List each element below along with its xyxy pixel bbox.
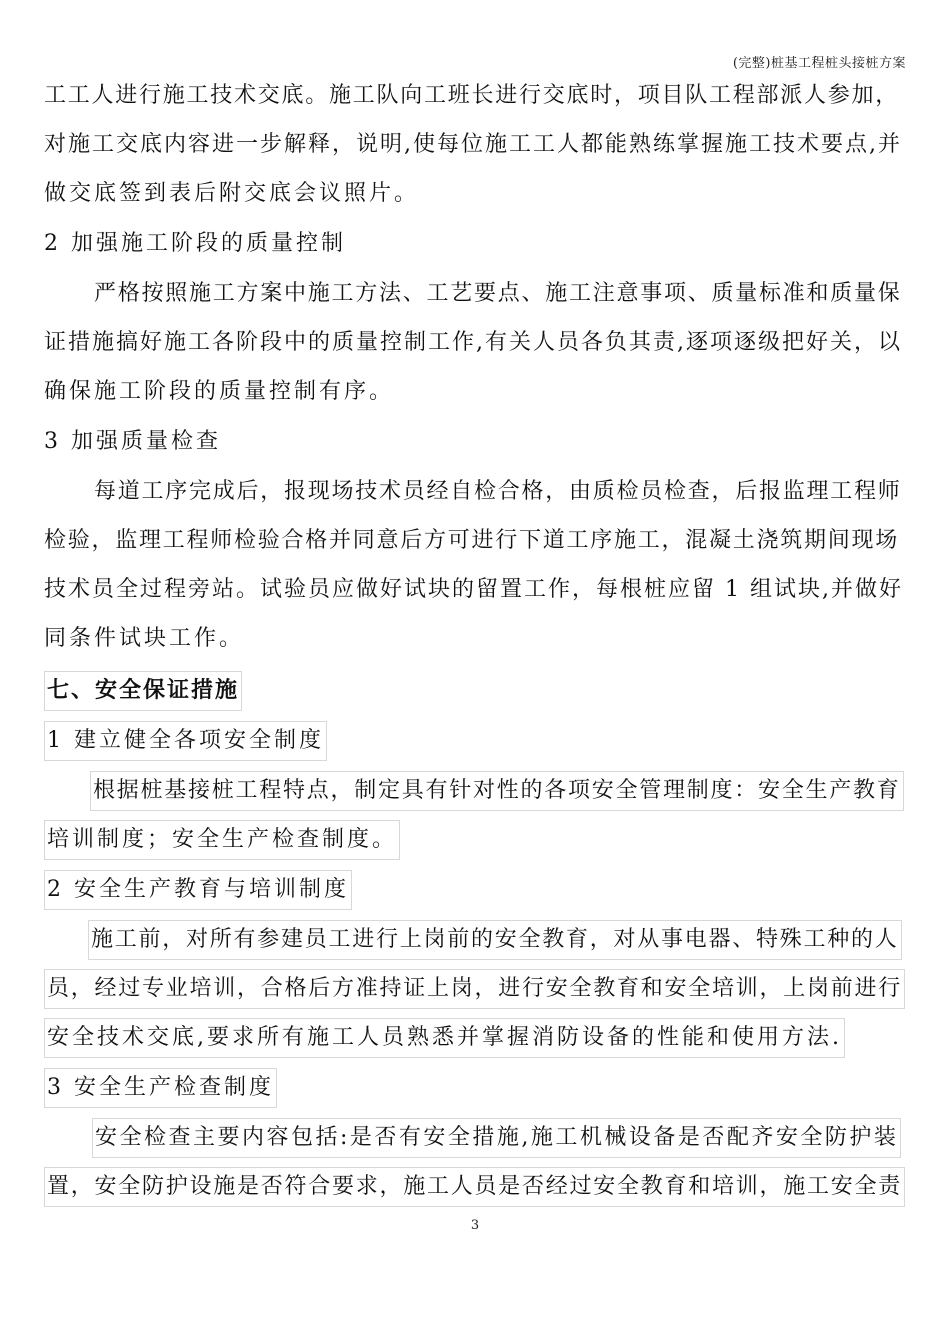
section-heading: 1 建立健全各项安全制度 [44,721,327,761]
section-heading: 2 加强施工阶段的质量控制 [44,231,346,256]
body-line: 工工人进行施工技术交底。施工队向工班长进行交底时，项目队工程部派人参加， [44,83,900,108]
section-heading: 3 安全生产检查制度 [44,1068,277,1108]
body-line: 培训制度；安全生产检查制度。 [44,820,400,860]
body-line: 技术员全过程旁站。试验员应做好试块的留置工作，每根桩应留 1 组试块,并做好 [44,577,903,602]
body-line: 确保施工阶段的质量控制有序。 [44,379,395,404]
body-line: 根据桩基接桩工程特点，制定具有针对性的各项安全管理制度：安全生产教育 [90,771,904,811]
body-line: 严格按照施工方案中施工方法、工艺要点、施工注意事项、质量标准和质量保 [94,281,902,306]
body-line: 做交底签到表后附交底会议照片。 [44,181,420,206]
body-line: 检验，监理工程师检验合格并同意后方可进行下道工序施工，混凝土浇筑期间现场 [44,528,900,553]
section-heading: 3 加强质量检查 [44,429,221,454]
body-line: 置，安全防护设施是否符合要求，施工人员是否经过安全教育和培训，施工安全责 [44,1167,905,1207]
section-heading: 2 安全生产教育与培训制度 [44,870,352,910]
body-line: 安全技术交底,要求所有施工人员熟悉并掌握消防设备的性能和使用方法. [44,1018,845,1058]
body-line: 证措施搞好施工各阶段中的质量控制工作,有关人员各负其责,逐项逐级把好关，以 [44,330,902,355]
chapter-heading: 七、安全保证措施 [44,671,242,711]
body-line: 员，经过专业培训，合格后方准持证上岗，进行安全教育和安全培训，上岗前进行 [44,969,905,1009]
body-line: 每道工序完成后，报现场技术员经自检合格，由质检员检查，后报监理工程师 [94,479,902,504]
page-number: 3 [470,1218,480,1233]
body-line: 施工前，对所有参建员工进行上岗前的安全教育，对从事电器、特殊工种的人 [88,920,902,960]
body-line: 对施工交底内容进一步解释，说明,使每位施工工人都能熟练掌握施工技术要点,并 [44,132,902,157]
document-header-title: (完整)桩基工程桩头接桩方案 [732,56,906,71]
body-line: 安全检查主要内容包括:是否有安全措施,施工机械设备是否配齐安全防护装 [92,1118,901,1158]
body-line: 同条件试块工作。 [44,626,245,651]
